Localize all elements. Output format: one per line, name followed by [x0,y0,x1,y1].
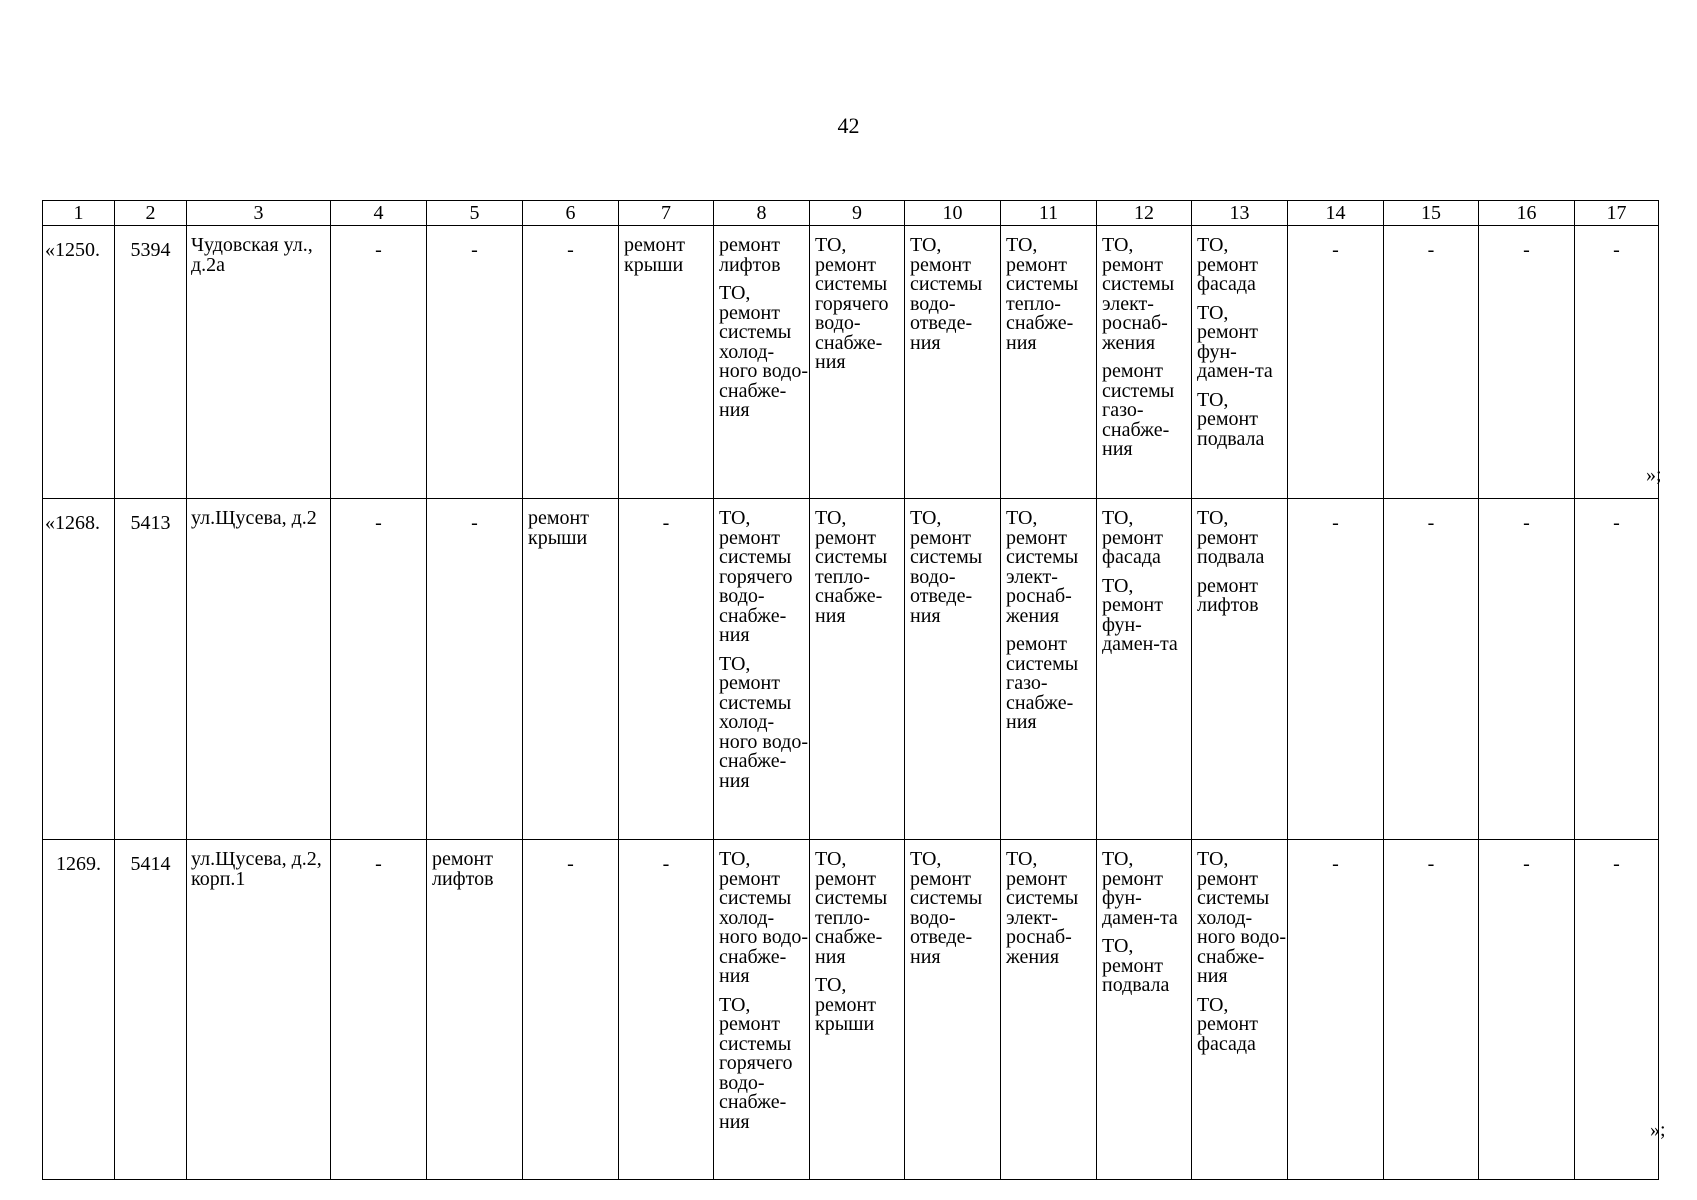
dash-cell: - [1288,226,1384,499]
work-cell [810,840,905,1180]
work-item: ТО, ремонт системы холод-ного водо-снабже-ния [719,282,808,421]
dash-cell: - [331,499,427,840]
work-item: ТО, ремонт фун-дамен-та [1102,574,1178,655]
work-item: ТО, ремонт системы холод-ного водо-снабже-ния [719,652,808,792]
dash-cell: - [1575,840,1659,1180]
work-item: ТО, ремонт системы тепло-снабже-ния [815,507,888,627]
work-item: ТО, ремонт системы водо-отведе-ния [910,234,983,354]
column-header: 12 [1097,201,1192,226]
column-header: 15 [1384,201,1479,226]
record-number: 1269. [43,840,115,1180]
record-number: «1268. [43,499,115,840]
work-item: ТО, ремонт подвала [1197,388,1265,450]
work-cell [714,499,810,840]
work-cell [1001,226,1097,499]
column-header: 13 [1192,201,1288,226]
closing-quote-mark: »; [1650,1119,1666,1141]
dash-cell: - [1384,840,1479,1180]
schedule-table [42,200,1659,1180]
work-cell [619,226,714,499]
work-item: ТО, ремонт фасада [1197,993,1258,1055]
work-item: ТО, ремонт системы элект-роснаб-жения [1006,507,1079,627]
work-item: ТО, ремонт системы водо-отведе-ния [910,848,983,968]
dash-cell: - [331,840,427,1180]
work-item: ремонт системы газо-снабже-ния [1006,633,1079,733]
work-cell [1192,226,1288,499]
column-header: 5 [427,201,523,226]
dash-cell: - [427,226,523,499]
dash-cell: - [619,840,714,1180]
work-item: ТО, ремонт системы тепло-снабже-ния [1006,234,1079,354]
column-header: 14 [1288,201,1384,226]
column-header: 17 [1575,201,1659,226]
building-code: 5394 [115,226,187,499]
work-item: ТО, ремонт системы тепло-снабже-ния [815,848,888,968]
work-cell [1001,499,1097,840]
dash-cell: - [1479,840,1575,1180]
dash-cell: - [1575,499,1659,840]
work-item: ТО, ремонт крыши [815,974,876,1035]
dash-cell: - [523,840,619,1180]
work-cell [714,226,810,499]
column-header: 8 [714,201,810,226]
work-item: ТО, ремонт системы водо-отведе-ния [910,507,983,627]
closing-quote-mark: »; [1646,464,1662,486]
work-cell [523,499,619,840]
work-item: ТО, ремонт системы элект-роснаб-жения [1102,234,1175,354]
work-item: ТО, ремонт системы горячего водо-снабже-ния [719,507,793,646]
dash-cell: - [427,499,523,840]
column-header: 2 [115,201,187,226]
work-cell [1097,840,1192,1180]
work-cell [1192,840,1288,1180]
table-row [43,226,1659,499]
work-cell [1097,499,1192,840]
work-cell [905,840,1001,1180]
building-code: 5413 [115,499,187,840]
column-header: 11 [1001,201,1097,226]
work-item: ТО, ремонт фун-дамен-та [1197,301,1273,382]
column-header: 1 [43,201,115,226]
table-row [43,840,1659,1180]
column-header: 4 [331,201,427,226]
work-cell [1192,499,1288,840]
dash-cell: - [1384,499,1479,840]
column-header: 6 [523,201,619,226]
dash-cell: - [1479,226,1575,499]
work-item: ТО, ремонт фасада [1197,234,1258,295]
header-row [43,201,1659,226]
work-item: ТО, ремонт фун-дамен-та [1102,848,1178,929]
column-header: 10 [905,201,1001,226]
work-item: ТО, ремонт подвала [1102,935,1170,996]
work-item: ТО, ремонт системы холод-ного водо-снабже-ния [1197,848,1286,987]
work-item: ремонт лифтов [432,848,494,890]
address-cell: ул.Щусева, д.2, корп.1 [187,840,331,1180]
dash-cell: - [619,499,714,840]
work-cell [1097,226,1192,499]
work-cell [905,499,1001,840]
address-cell: ул.Щусева, д.2 [187,499,331,840]
building-code: 5414 [115,840,187,1180]
work-cell [810,226,905,499]
work-item: ТО, ремонт подвала [1197,507,1265,568]
dash-cell: - [523,226,619,499]
work-cell [905,226,1001,499]
work-item: ремонт крыши [528,507,589,549]
work-cell [427,840,523,1180]
column-header: 16 [1479,201,1575,226]
work-item: ремонт лифтов [719,234,781,276]
page-number: 42 [837,113,860,138]
work-item: ТО, ремонт фасада [1102,507,1163,568]
dash-cell: - [331,226,427,499]
work-item: ТО, ремонт системы горячего водо-снабже-ния [719,993,793,1133]
column-header: 7 [619,201,714,226]
record-number: «1250. [43,226,115,499]
work-item: ТО, ремонт системы элект-роснаб-жения [1006,848,1079,968]
work-cell [714,840,810,1180]
work-item: ремонт лифтов [1197,574,1259,616]
dash-cell: - [1288,499,1384,840]
work-item: ремонт системы газо-снабже-ния [1102,360,1175,460]
column-header: 9 [810,201,905,226]
dash-cell: - [1479,499,1575,840]
dash-cell: - [1288,840,1384,1180]
address-cell: Чудовская ул., д.2а [187,226,331,499]
work-item: ТО, ремонт системы горячего водо-снабже-ния [815,234,889,373]
dash-cell: - [1575,226,1659,499]
work-cell [1001,840,1097,1180]
work-cell [810,499,905,840]
work-item: ремонт крыши [624,234,685,276]
dash-cell: - [1384,226,1479,499]
column-header: 3 [187,201,331,226]
table-row [43,499,1659,840]
work-item: ТО, ремонт системы холод-ного водо-снабже-ния [719,848,808,987]
